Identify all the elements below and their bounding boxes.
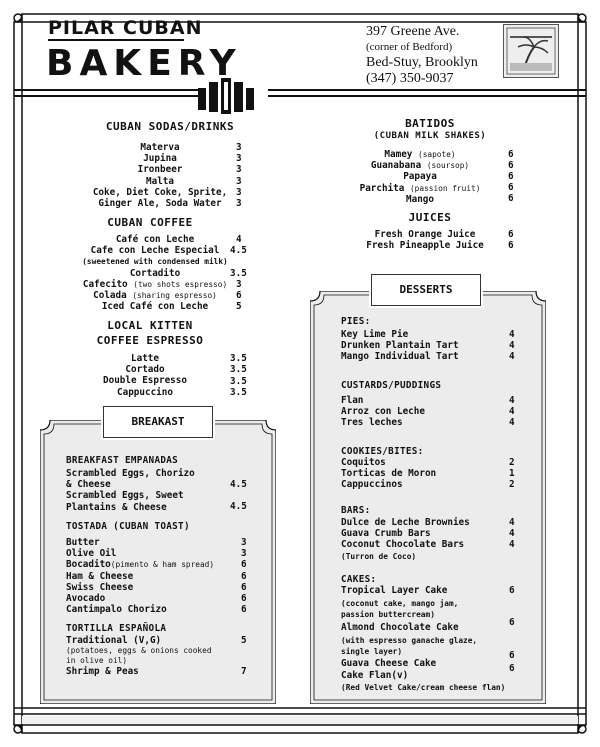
price: 6 (509, 585, 515, 596)
custards-list (341, 395, 425, 429)
tortilla-heading: TORTILLA ESPAÑOLA (66, 623, 167, 634)
list-item: Double Espresso (103, 375, 187, 387)
tostada-list (66, 537, 214, 615)
list-item: Drunken Plantain Tart (341, 340, 459, 352)
price: 3 (236, 153, 242, 164)
price: 3 (236, 176, 242, 187)
price: 6 (241, 604, 247, 615)
price: 6 (509, 617, 515, 628)
price: 4.5 (230, 479, 247, 490)
list-item: Tropical Layer Cake (341, 585, 448, 596)
price: 2 (509, 479, 515, 490)
logo-line-1: PILAR CUBAN (48, 17, 203, 39)
price: 5 (236, 301, 242, 312)
price: 4 (509, 395, 515, 406)
cookies-list (341, 457, 436, 491)
price: 3.5 (230, 376, 247, 387)
logo-rule (48, 39, 184, 41)
desserts-title: DESSERTS (399, 283, 453, 296)
price: 3 (236, 279, 242, 290)
batidos-title-line-1: BATIDOS (405, 117, 455, 130)
list-item: Guanabana (soursop) (370, 160, 470, 172)
list-item: Scrambled Eggs, Chorizo & Cheese Scrambled Eggs, Sweet Plantains & Cheese (66, 468, 195, 513)
list-item: Arroz con Leche (341, 406, 425, 418)
price: 4 (509, 340, 515, 351)
phone-number[interactable]: (347) 350-9037 (366, 70, 454, 86)
list-item: Cappuccino (117, 386, 173, 398)
price: 3.5 (230, 387, 247, 398)
price: 4 (509, 517, 515, 528)
espresso-title (50, 318, 250, 348)
juices-title: JUICES (408, 211, 452, 224)
list-item-note: (Turron de Coco) (341, 551, 417, 561)
pies-heading: PIES: (341, 316, 371, 327)
price: 6 (241, 559, 247, 570)
list-item-note: (potatoes, eggs & onions cooked in olive oil) (66, 646, 212, 665)
sodas-list (60, 142, 260, 209)
price: 2 (509, 457, 515, 468)
pies-list (341, 329, 459, 363)
price: 4 (509, 406, 515, 417)
bars-list (341, 517, 470, 562)
list-item: Cappuccinos (341, 479, 403, 491)
espresso-title-line-1: LOCAL KITTEN (107, 319, 193, 332)
list-item: Fresh Orange Juice (374, 229, 476, 240)
list-item: Ginger Ale, Soda Water (98, 198, 222, 210)
list-item: Butter (66, 537, 100, 548)
bars-heading: BARS: (341, 505, 371, 516)
price: 6 (508, 171, 514, 182)
list-item: Materva (140, 142, 180, 153)
price: 3.5 (230, 364, 247, 375)
list-item-note: (Red Velvet Cake/cream cheese flan) (341, 683, 506, 692)
sodas-title: CUBAN SODAS/DRINKS (105, 120, 235, 133)
price: 3 (236, 142, 242, 153)
batidos-title-line-2: (CUBAN MILK SHAKES) (373, 131, 487, 141)
list-item: Colada (sharing espresso) (93, 290, 217, 302)
breakfast-title: BREAKAST (131, 415, 185, 428)
price: 6 (509, 650, 515, 661)
price: 4 (236, 234, 242, 245)
breakfast-title-plaque (103, 406, 213, 438)
price: 4 (509, 351, 515, 362)
list-item: Parchita (passion fruit) (359, 182, 481, 194)
list-item: Ham & Cheese (66, 570, 134, 582)
list-item: Tres leches (341, 417, 403, 429)
address-neighborhood: Bed-Stuy, Brooklyn (366, 55, 478, 70)
list-item: Fresh Pineapple Juice (366, 240, 484, 252)
list-item: Key Lime Pie (341, 329, 409, 340)
list-item: Almond Chocolate Cake (341, 622, 459, 633)
price: 6 (241, 593, 247, 604)
cookies-heading: COOKIES/BITES: (341, 446, 424, 457)
price: 6 (508, 240, 514, 251)
list-item: Café con Leche (115, 234, 195, 245)
price: 4 (509, 329, 515, 340)
tostada-heading: TOSTADA (CUBAN TOAST) (66, 521, 190, 532)
price: 3 (241, 548, 247, 559)
coffee-title: CUBAN COFFEE (107, 216, 193, 229)
cakes-heading: CAKES: (341, 574, 377, 585)
price: 6 (508, 160, 514, 171)
batidos-title (330, 118, 530, 142)
list-item-note: (coconut cake, mango jam, passion buttercream) (341, 599, 459, 619)
list-item: Guava Crumb Bars (341, 528, 431, 540)
price: 6 (241, 571, 247, 582)
list-item: Cafe con Leche Especial (90, 245, 220, 257)
price: 6 (236, 290, 242, 301)
address-street: 397 Greene Ave. (366, 24, 460, 39)
price: 6 (509, 663, 515, 674)
list-item: Ironbeer (137, 164, 183, 176)
list-item: Latte (131, 353, 159, 364)
logo-line-2: BAKERY (46, 43, 242, 84)
list-item-note: (with espresso ganache glaze, single layer) (341, 636, 478, 656)
price: 7 (241, 666, 247, 677)
price: 6 (508, 182, 514, 193)
custards-heading: CUSTARDS/PUDDINGS (341, 380, 442, 391)
price: 3 (236, 187, 242, 198)
espresso-title-line-2: COFFEE ESPRESSO (96, 334, 204, 347)
coffee-list (55, 234, 255, 312)
price: 3.5 (230, 268, 247, 279)
desserts-title-plaque (371, 274, 481, 306)
list-item: Olive Oil (66, 548, 117, 560)
price: 1 (509, 468, 515, 479)
price: 5 (241, 635, 247, 646)
list-item: Coconut Chocolate Bars (341, 539, 465, 551)
list-item: Coquitos (341, 457, 386, 468)
list-item: Traditional (V,G) (66, 635, 162, 646)
list-item: Avocado (66, 593, 106, 605)
list-item: Mango (406, 193, 434, 205)
list-item: Cantimpalo Chorizo (66, 604, 167, 616)
list-item: Coke, Diet Coke, Sprite, (92, 186, 228, 198)
list-item: Torticas de Moron (341, 468, 437, 480)
price: 4 (509, 417, 515, 428)
price: 4 (509, 539, 515, 550)
price: 6 (508, 229, 514, 240)
list-item: Dulce de Leche Brownies (341, 517, 470, 528)
list-item: Mango Individual Tart (341, 351, 459, 363)
price: 3 (236, 164, 242, 175)
juices-list (345, 229, 505, 251)
list-item-note: (sweetened with condensed milk) (82, 257, 228, 267)
list-item: Cafecito (two shots espresso) (82, 278, 228, 290)
price: 6 (508, 193, 514, 204)
price: 4.5 (230, 245, 247, 256)
address-block (366, 24, 478, 86)
price: 4.5 (230, 501, 247, 512)
list-item: Malta (146, 175, 174, 187)
list-item: Shrimp & Peas (66, 666, 139, 677)
palm-stamp-logo (503, 24, 559, 78)
espresso-list (45, 353, 245, 398)
price: 3 (236, 198, 242, 209)
price: 3 (241, 537, 247, 548)
price: 4 (509, 528, 515, 539)
batidos-list (335, 149, 505, 205)
list-item: Jupina (143, 153, 177, 165)
list-item: Cake Flan(v) (341, 670, 409, 681)
list-item: Cortado (125, 364, 165, 376)
empanadas-heading: BREAKFAST EMPANADAS (66, 455, 179, 466)
price: 3.5 (230, 353, 247, 364)
address-cross-street: (corner of Bedford) (366, 40, 453, 53)
list-item: Bocadito(pimento & ham spread) (66, 559, 215, 571)
price: 6 (508, 149, 514, 160)
list-item: Iced Café con Leche (101, 301, 209, 313)
list-item: Flan (341, 395, 364, 406)
list-item: Mamey (sapote) (384, 149, 456, 160)
list-item: Guava Cheese Cake (341, 658, 437, 669)
list-item: Swiss Cheese (66, 581, 134, 593)
list-item: Papaya (403, 171, 437, 183)
price: 6 (241, 582, 247, 593)
list-item: Cortadito (129, 267, 181, 279)
